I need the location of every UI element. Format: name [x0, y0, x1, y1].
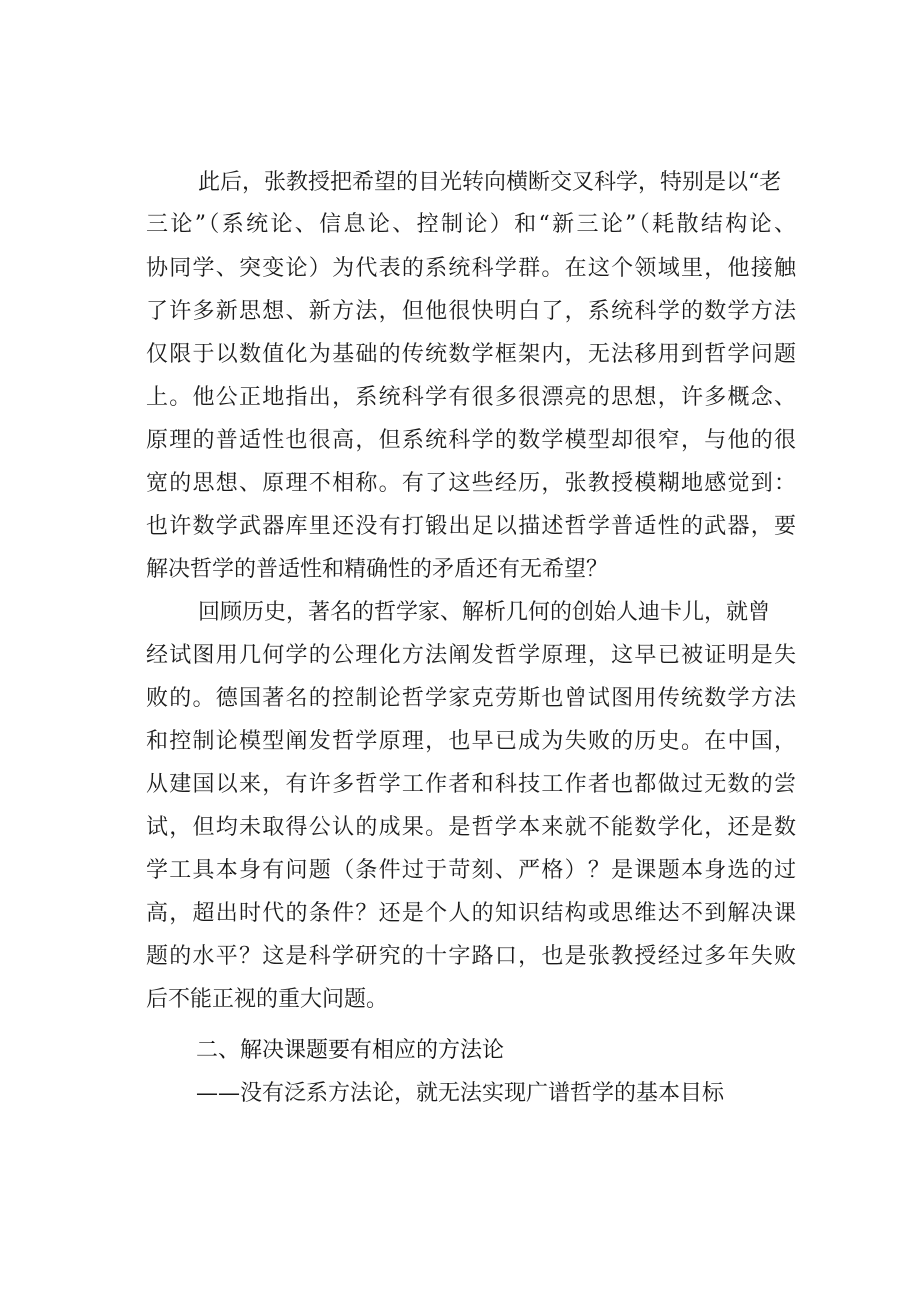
paragraph-2-line-5: 从建国以来，有许多哲学工作者和科技工作者也都做过无数的尝: [146, 772, 796, 797]
paragraph-2-line-2: 经试图用几何学的公理化方法阐发哲学原理，这早已被证明是失: [146, 643, 796, 668]
paragraph-1-line-10: 解决哲学的普适性和精确性的矛盾还有无希望？: [146, 557, 609, 582]
paragraph-1-line-9: 也许数学武器库里还没有打锻出足以描述哲学普适性的武器，要: [146, 514, 796, 539]
paragraph-1-line-5: 仅限于以数值化为基础的传统数学框架内，无法移用到哲学问题: [146, 342, 796, 367]
paragraph-2-line-10: 后不能正视的重大问题。: [146, 987, 389, 1012]
paragraph-1-line-6: 上。他公正地指出，系统科学有很多很漂亮的思想，许多概念、: [146, 385, 796, 410]
paragraph-1-line-7: 原理的普适性也很高，但系统科学的数学模型却很窄，与他的很: [146, 428, 796, 453]
paragraph-1-line-3: 协同学、突变论）为代表的系统科学群。在这个领域里，他接触: [146, 256, 796, 281]
paragraph-2-line-3: 败的。德国著名的控制论哲学家克劳斯也曾试图用传统数学方法: [146, 686, 796, 711]
paragraph-1-line-8: 宽的思想、原理不相称。有了这些经历，张教授模糊地感觉到：: [146, 471, 796, 496]
paragraph-2-line-8: 高，超出时代的条件？还是个人的知识结构或思维达不到解决课: [146, 901, 796, 926]
paragraph-1-line-1: 此后，张教授把希望的目光转向横断交叉科学，特别是以“老: [198, 170, 782, 195]
section-subtitle: ——没有泛系方法论，就无法实现广谱哲学的基本目标: [196, 1081, 725, 1106]
paragraph-2-line-4: 和控制论模型阐发哲学原理，也早已成为失败的历史。在中国，: [146, 729, 796, 754]
paragraph-2-line-1: 回顾历史，著名的哲学家、解析几何的创始人迪卡儿，就曾: [198, 600, 771, 625]
paragraph-2-line-7: 学工具本身有问题（条件过于苛刻、严格）？是课题本身选的过: [146, 858, 796, 883]
paragraph-2-line-9: 题的水平？这是科学研究的十字路口，也是张教授经过多年失败: [146, 944, 796, 969]
section-heading: 二、解决课题要有相应的方法论: [196, 1038, 505, 1063]
paragraph-1-line-2: 三论”（系统论、信息论、控制论）和“新三论”（耗散结构论、: [146, 212, 796, 237]
paragraph-1-line-4: 了许多新思想、新方法，但他很快明白了，系统科学的数学方法: [146, 299, 796, 324]
paragraph-2-line-6: 试，但均未取得公认的成果。是哲学本来就不能数学化，还是数: [146, 815, 796, 840]
